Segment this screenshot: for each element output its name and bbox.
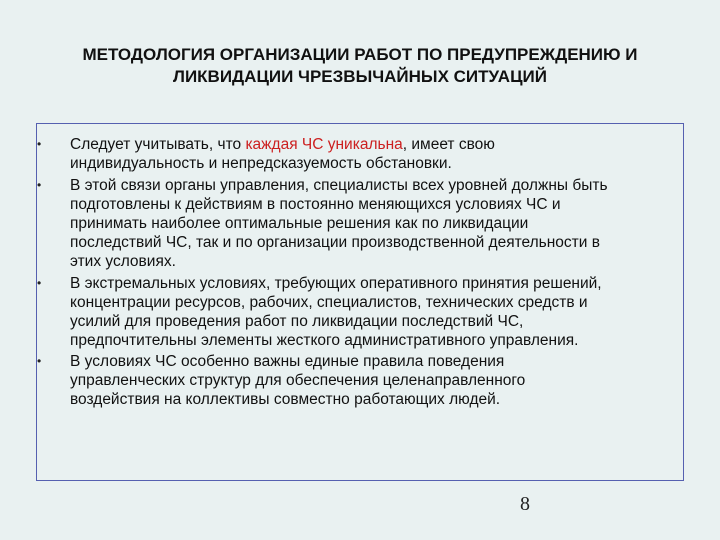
bullet-line: последствий ЧС, так и по организации производственной деятельности в	[70, 234, 600, 251]
bullet-line: концентрации ресурсов, рабочих, специалистов, технических средств и	[70, 294, 588, 311]
bullet-marker: •	[37, 276, 42, 290]
bullet-line: усилий для проведения работ по ликвидации последствий ЧС,	[70, 313, 524, 330]
bullet-line: подготовлены к действиям в постоянно меняющихся условиях ЧС и	[70, 196, 561, 213]
bullet-marker: •	[37, 137, 42, 151]
content-frame	[36, 123, 684, 481]
bullet-text	[70, 352, 680, 409]
bullet-text-highlight: каждая ЧС уникальна	[245, 136, 403, 153]
bullet-line: управленческих структур для обеспечения целенаправленного	[70, 372, 526, 389]
bullet-line: В экстремальных условиях, требующих оперативного принятия решений,	[70, 275, 602, 292]
bullet-text	[70, 176, 680, 271]
bullet-text-plain: Следует учитывать, что	[70, 136, 246, 153]
bullet-line: этих условиях.	[70, 253, 176, 270]
slide-title	[40, 44, 680, 88]
bullet-text	[70, 135, 680, 173]
bullet-line: воздействия на коллективы совместно работающих людей.	[70, 391, 501, 408]
bullet-line: предпочтительны элементы жесткого административного управления.	[70, 332, 579, 349]
bullet-line: принимать наиболее оптимальные решения как по ликвидации	[70, 215, 529, 232]
bullet-line	[70, 135, 680, 154]
page-number: 8	[520, 493, 530, 515]
bullet-line: В условиях ЧС особенно важны единые правила поведения	[70, 353, 505, 370]
bullet-line: индивидуальность и непредсказуемость обстановки.	[70, 155, 452, 172]
slide-title-line-2: ЛИКВИДАЦИИ ЧРЕЗВЫЧАЙНЫХ СИТУАЦИЙ	[173, 67, 547, 86]
bullet-marker: •	[37, 354, 42, 368]
bullet-text-plain: , имеет свою	[402, 136, 495, 153]
bullet-line: В этой связи органы управления, специалисты всех уровней должны быть	[70, 177, 608, 194]
bullet-marker: •	[37, 178, 42, 192]
slide-title-line-1: МЕТОДОЛОГИЯ ОРГАНИЗАЦИИ РАБОТ ПО ПРЕДУПРЕЖДЕНИЮ И	[82, 45, 638, 64]
bullet-text	[70, 274, 680, 350]
